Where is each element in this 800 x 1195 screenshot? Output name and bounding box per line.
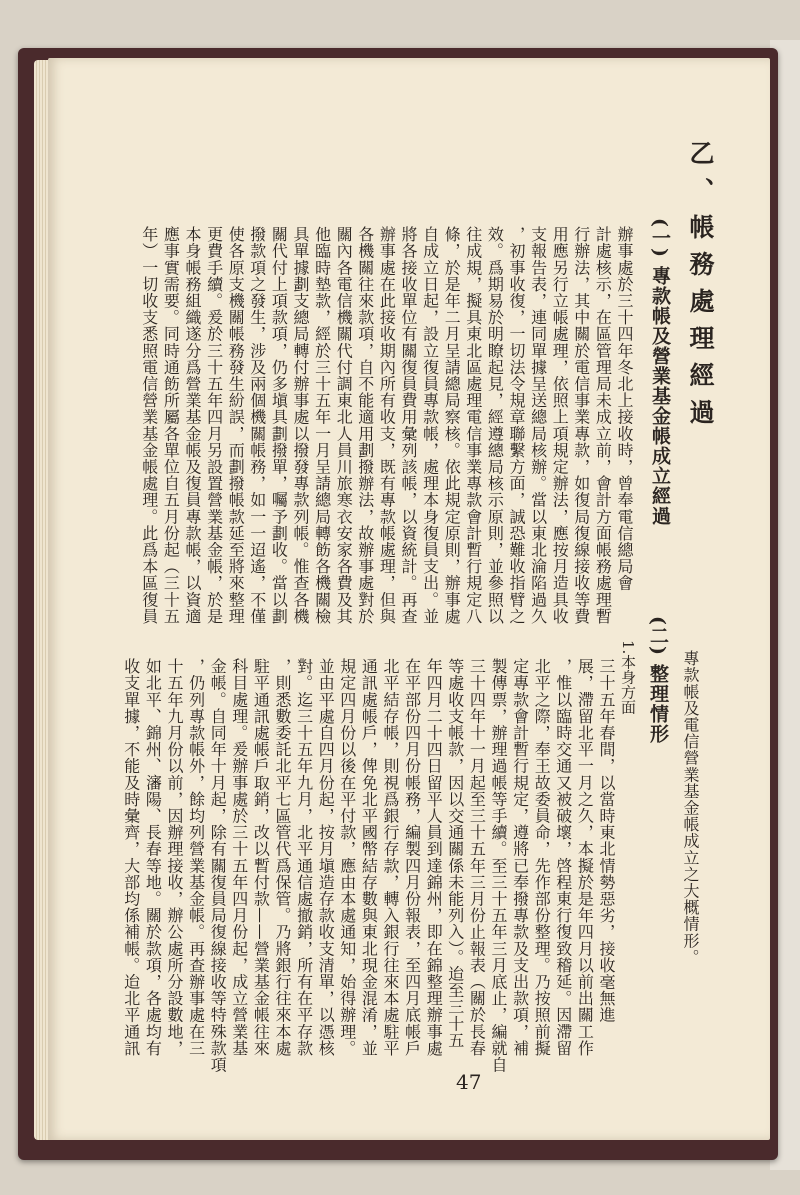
section-two-line: 北平結存帳，則視爲銀行存款，轉入銀行往來本處駐平 xyxy=(381,658,400,1057)
section-two-line: 通訊處帳戶，俾免北平國幣結存數與東北現金混淆，並 xyxy=(359,658,379,1057)
section-two-line: 等處收支帳款，因以交通關係未能列入）。迨至三十五 xyxy=(445,658,465,1049)
section-one-line: 將各接收單位有關復員費用彙列該帳，以資統計。再查 xyxy=(399,226,418,625)
section-one-line: 計處核示，在區管理局未成立前，會計方面帳務處理暫 xyxy=(593,226,613,625)
section-one-line: 辦事處於三十四年冬北上接收時，曾奉電信總局會 xyxy=(615,226,634,592)
section-one-line: 自成立日起，設立復員專款帳，處理本身復員支出。並 xyxy=(420,226,440,625)
section-one-line: 往成規，擬具東北區處理電信事業專款會計暫行規定八 xyxy=(463,226,483,625)
section-two-line: 收支單據，不能及時彙齊，大部均係補帳。迨北平通訊 xyxy=(121,658,141,1057)
section-two-line: 駐平通訊處帳戶取銷，改以暫付款——營業基金帳往來 xyxy=(251,658,271,1057)
section-two-line: ，則悉數委託北平七區管代爲保管。乃將銀行往來本處 xyxy=(273,658,292,1057)
section-two-line: 並由平處自四月份起，按月塡造存款收支清單，以憑核 xyxy=(316,658,336,1057)
section-two-line: 三十四年十一月起至三十五年三月份止報表（關於長春 xyxy=(467,658,487,1057)
section-one-line: 效。爲期易於明瞭起見，經遵總局核示原則，並參照以 xyxy=(485,226,505,625)
section-one-line: 更費手續。爰於三十五年四月另設置營業基金帳，於是 xyxy=(204,226,224,625)
main-title: 乙、帳務處理經過 xyxy=(686,140,715,436)
section-two-line: 規定四月份以後在平付款，應由本處通知，始得辦理。 xyxy=(337,658,357,1057)
section-one-line: 使各原支機關帳務發生紛誤，而劃撥帳款延至將來整理 xyxy=(226,226,246,625)
section-one-line: 他臨時墊款，經於三十五年一月呈請總局轉飭各機關檢 xyxy=(312,226,332,625)
section-one-line: 辦事處在此接收期內所有收支，既有專款帳處理，但與 xyxy=(377,226,397,625)
section-two-title: (二) 整理情形 xyxy=(647,616,669,744)
section-one-line: 應事實需要。同時通飭所屬各單位自五月份起（三十五 xyxy=(161,226,181,625)
section-one-line: 關內各電信機關代付調東北人員川旅寒衣安家各費及其 xyxy=(334,226,354,625)
section-two-line: 對。迄三十五年九月，北平通信處撤銷，所有在平存款 xyxy=(294,658,314,1057)
section-one-line: 年）一切收支悉照電信營業基金帳處理。此爲本區復員 xyxy=(139,226,159,625)
section-two-line: 展，滯留北平一月之久，本擬於是年四月以前出關工作 xyxy=(575,658,595,1057)
section-one-line: 支報告表，連同單據呈送總局核辦。當以東北淪陷過久 xyxy=(528,226,548,625)
book-page xyxy=(48,58,770,1140)
section-one-line: 條，於是年二月呈請總局察核。依此規定原則，辦事處 xyxy=(442,226,462,625)
section-two-line: 定專款會計暫行規定，遵將已奉撥專款及支出款項，補 xyxy=(510,658,530,1057)
section-two-line: 年四月二十四日留平人員到達錦州，即在錦整理辦事處 xyxy=(424,658,444,1057)
section-one-line: 行辦法，其中關於電信事業專款，如復局復線接收等費 xyxy=(571,226,591,625)
section-two-line: 十五年九月份以前，因辦理接收，辦公處所分設數地， xyxy=(165,658,184,1057)
section-two-line: 在平部份四月份帳務，編製四月份報表，至四月底帳戶 xyxy=(402,658,422,1057)
section-one-line: 具單據劃支總局轉付辦事處以撥發專款列帳。惟查各機 xyxy=(291,226,310,625)
section-two-line: 三十五年春間，以當時東北情勢惡劣，接收毫無進 xyxy=(597,658,616,1024)
section-two-line: 製傳票，辦理過帳等手續。至三十五年三月底止，編就自 xyxy=(489,658,508,1073)
section-one-line: 撥款項之發生，涉及兩個機關帳務，如一一迢遙，不僅 xyxy=(247,226,267,625)
section-two-line: 北平之際，奉王故委員命，先作部份整理。乃按照前擬 xyxy=(532,658,552,1057)
section-one-title: (一) 專款帳及營業基金帳成立經過 xyxy=(649,218,671,526)
section-one-line: 關代付上項款項，仍多塡具劃撥單，囑予劃收。當以劃 xyxy=(269,226,289,625)
page-number: 47 xyxy=(456,1070,482,1094)
section-two-line: 科目處理。爰辦事處於三十五年四月份起，成立營業基 xyxy=(229,658,249,1057)
section-one-line: 用應另行立帳處理，依照上項規定辦法，應按月造具收 xyxy=(550,226,570,625)
section-two-line: 如北平、錦州、瀋陽、長春等地。關於款項，各處均有 xyxy=(143,658,163,1057)
section-one-line: 本身帳務組織遂分爲營業基金帳及復員專款帳，以資適 xyxy=(183,226,202,625)
subsection-title: 1.本身方面 xyxy=(619,640,637,715)
section-two-line: ，仍列專款帳外，餘均列營業基金帳。再查辦事處在三 xyxy=(186,658,206,1057)
section-two-line: 金帳。自同年十月起，除有關復員局復線接收等特殊款項 xyxy=(208,658,228,1073)
section-one-line: ，初事收復，一切法令規章聯繫方面，誠恐難收指臂之 xyxy=(507,226,526,625)
section-one-line: 各機關往來款項，自不能適用劃撥辦法，故辦事處對於 xyxy=(355,226,375,625)
section-two-line: ，惟以臨時交通又被破壞，啓程東行復致稽延。因滯留 xyxy=(553,658,573,1057)
caption-line: 專款帳及電信營業基金帳成立之大概情形。 xyxy=(681,650,700,966)
